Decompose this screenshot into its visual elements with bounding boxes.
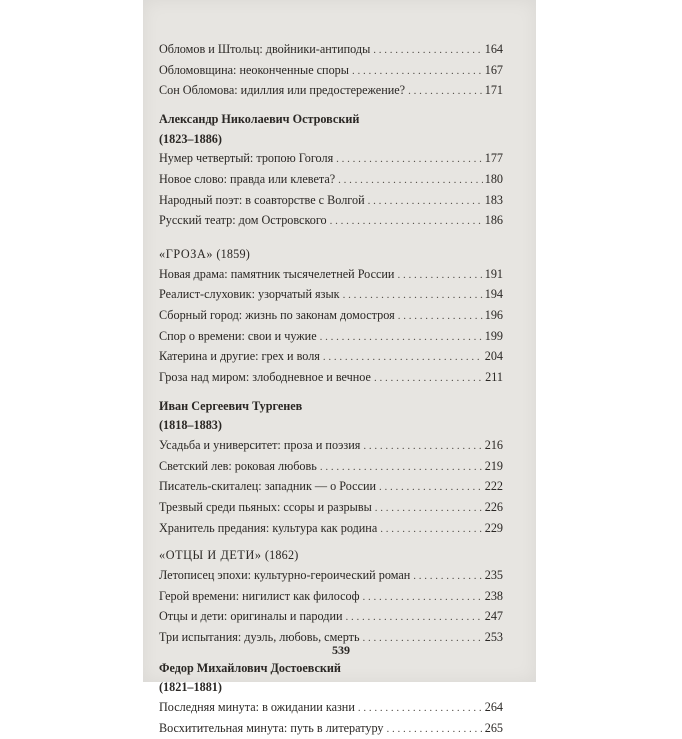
entry-title: Хранитель предания: культура как родина (159, 520, 378, 535)
toc-entry (159, 566, 503, 587)
leader-dots (352, 62, 483, 82)
work-year: (1859) (216, 246, 251, 261)
author-name: Иван Сергеевич Тургенев (159, 398, 303, 413)
entry-page: 235 (484, 568, 503, 583)
entry-page: 265 (484, 720, 503, 735)
toc-entry (159, 191, 503, 212)
entry-title: Герой времени: нигилист как философ (159, 588, 360, 603)
entry-page: 211 (485, 370, 503, 385)
entry-page: 216 (484, 437, 503, 452)
entry-title: Спор о времени: свои и чужие (159, 328, 317, 343)
entry-page: 253 (484, 630, 503, 645)
leader-dots (380, 520, 482, 540)
entry-title: Реалист-слуховик: узорчатый язык (159, 287, 340, 302)
leader-dots (408, 82, 483, 102)
toc-entry (159, 81, 503, 102)
entry-page: 238 (484, 588, 503, 603)
entry-title: Отцы и дети: оригиналы и пародии (159, 609, 343, 624)
toc-entry (159, 436, 503, 457)
entry-page: 186 (484, 213, 503, 228)
entry-page: 183 (484, 192, 503, 207)
entry-title: Обломовщина: неоконченные споры (159, 62, 349, 77)
entry-title: Обломов и Штольц: двойники-антиподы (159, 42, 371, 56)
work-heading (159, 546, 503, 566)
author-name: Федор Михайлович Достоевский (159, 660, 341, 675)
entry-page: 196 (484, 308, 503, 323)
entry-page: 222 (484, 479, 503, 494)
toc-entry (159, 607, 503, 628)
page-number: 539 (332, 643, 350, 657)
entry-page: 229 (484, 520, 503, 535)
author-heading (159, 110, 503, 149)
entry-page: 226 (484, 499, 503, 514)
entry-page: 180 (484, 171, 503, 186)
leader-dots (379, 478, 483, 498)
entry-page: 171 (484, 83, 503, 98)
leader-dots (397, 266, 482, 286)
leader-dots (320, 328, 483, 348)
toc-entry (159, 211, 503, 232)
toc-entry (159, 40, 503, 61)
toc-entry (159, 347, 503, 368)
author-heading (159, 397, 503, 436)
leader-dots (358, 699, 483, 719)
entry-title: Писатель-скиталец: западник — о России (159, 479, 377, 494)
toc-entry (159, 61, 503, 82)
table-of-contents (159, 40, 503, 739)
toc-entry (159, 698, 503, 719)
toc-entry (159, 327, 503, 348)
entry-title: Три испытания: дуэль, любовь, смерть (159, 630, 360, 645)
entry-title: Усадьба и университет: проза и поэзия (159, 437, 361, 452)
entry-title: Трезвый среди пьяных: ссоры и разрывы (159, 499, 372, 514)
entry-page: 177 (484, 151, 503, 166)
entry-page: 247 (484, 609, 503, 624)
toc-entry (159, 285, 503, 306)
toc-entry (159, 587, 503, 608)
entry-title: Летописец эпохи: культурно-героический роман (159, 568, 411, 583)
toc-entry (159, 306, 503, 327)
leader-dots (346, 608, 483, 628)
entry-title: Светский лев: роковая любовь (159, 458, 317, 473)
leader-dots (343, 286, 483, 306)
entry-page: 164 (484, 42, 503, 56)
toc-entry (159, 265, 503, 286)
toc-entry (159, 477, 503, 498)
author-years: (1821–1881) (159, 680, 222, 695)
work-title: «ОТЦЫ И ДЕТИ» (159, 548, 262, 563)
entry-title: Последняя минута: в ожидании казни (159, 699, 355, 714)
entry-page: 264 (484, 699, 503, 714)
entry-page: 194 (484, 287, 503, 302)
toc-entry (159, 457, 503, 478)
leader-dots (368, 192, 483, 212)
entry-title: Катерина и другие: грех и воля (159, 349, 320, 364)
entry-title: Народный поэт: в соавторстве с Волгой (159, 192, 365, 207)
toc-entry (159, 170, 503, 191)
author-name: Александр Николаевич Островский (159, 112, 360, 127)
leader-dots (387, 720, 483, 739)
entry-page: 199 (484, 328, 503, 343)
work-title: «ГРОЗА» (159, 246, 214, 261)
leader-dots (398, 307, 483, 327)
leader-dots (323, 348, 483, 368)
entry-title: Новая драма: памятник тысячелетней России (159, 266, 395, 281)
leader-dots (363, 437, 482, 457)
work-year: (1862) (264, 548, 299, 563)
leader-dots (320, 458, 483, 478)
author-years: (1818–1883) (159, 418, 222, 433)
entry-title: Новое слово: правда или клевета? (159, 171, 336, 186)
entry-page: 204 (484, 349, 503, 364)
toc-entry (159, 368, 503, 389)
toc-entry (159, 149, 503, 170)
leader-dots (363, 588, 483, 608)
entry-title: Сборный город: жизнь по законам домостроя (159, 308, 395, 323)
entry-title: Нумер четвертый: тропою Гоголя (159, 151, 334, 166)
toc-entry (159, 519, 503, 540)
author-heading (159, 659, 503, 698)
entry-title: Русский театр: дом Островского (159, 213, 327, 228)
author-years: (1823–1886) (159, 131, 222, 146)
leader-dots (374, 369, 483, 389)
toc-entry (159, 498, 503, 519)
leader-dots (336, 150, 483, 170)
entry-page: 191 (484, 266, 503, 281)
entry-title: Восхитительная минута: путь в литературу (159, 720, 384, 735)
work-heading (159, 245, 503, 265)
leader-dots (338, 171, 483, 191)
entry-title: Гроза над миром: злободневное и вечное (159, 370, 371, 385)
leader-dots (413, 567, 482, 587)
toc-entry (159, 719, 503, 739)
entry-page: 219 (484, 458, 503, 473)
leader-dots (330, 212, 483, 232)
leader-dots (373, 41, 482, 61)
entry-title: Сон Обломова: идиллия или предостережение? (159, 83, 406, 98)
entry-page: 167 (484, 62, 503, 77)
leader-dots (375, 499, 483, 519)
